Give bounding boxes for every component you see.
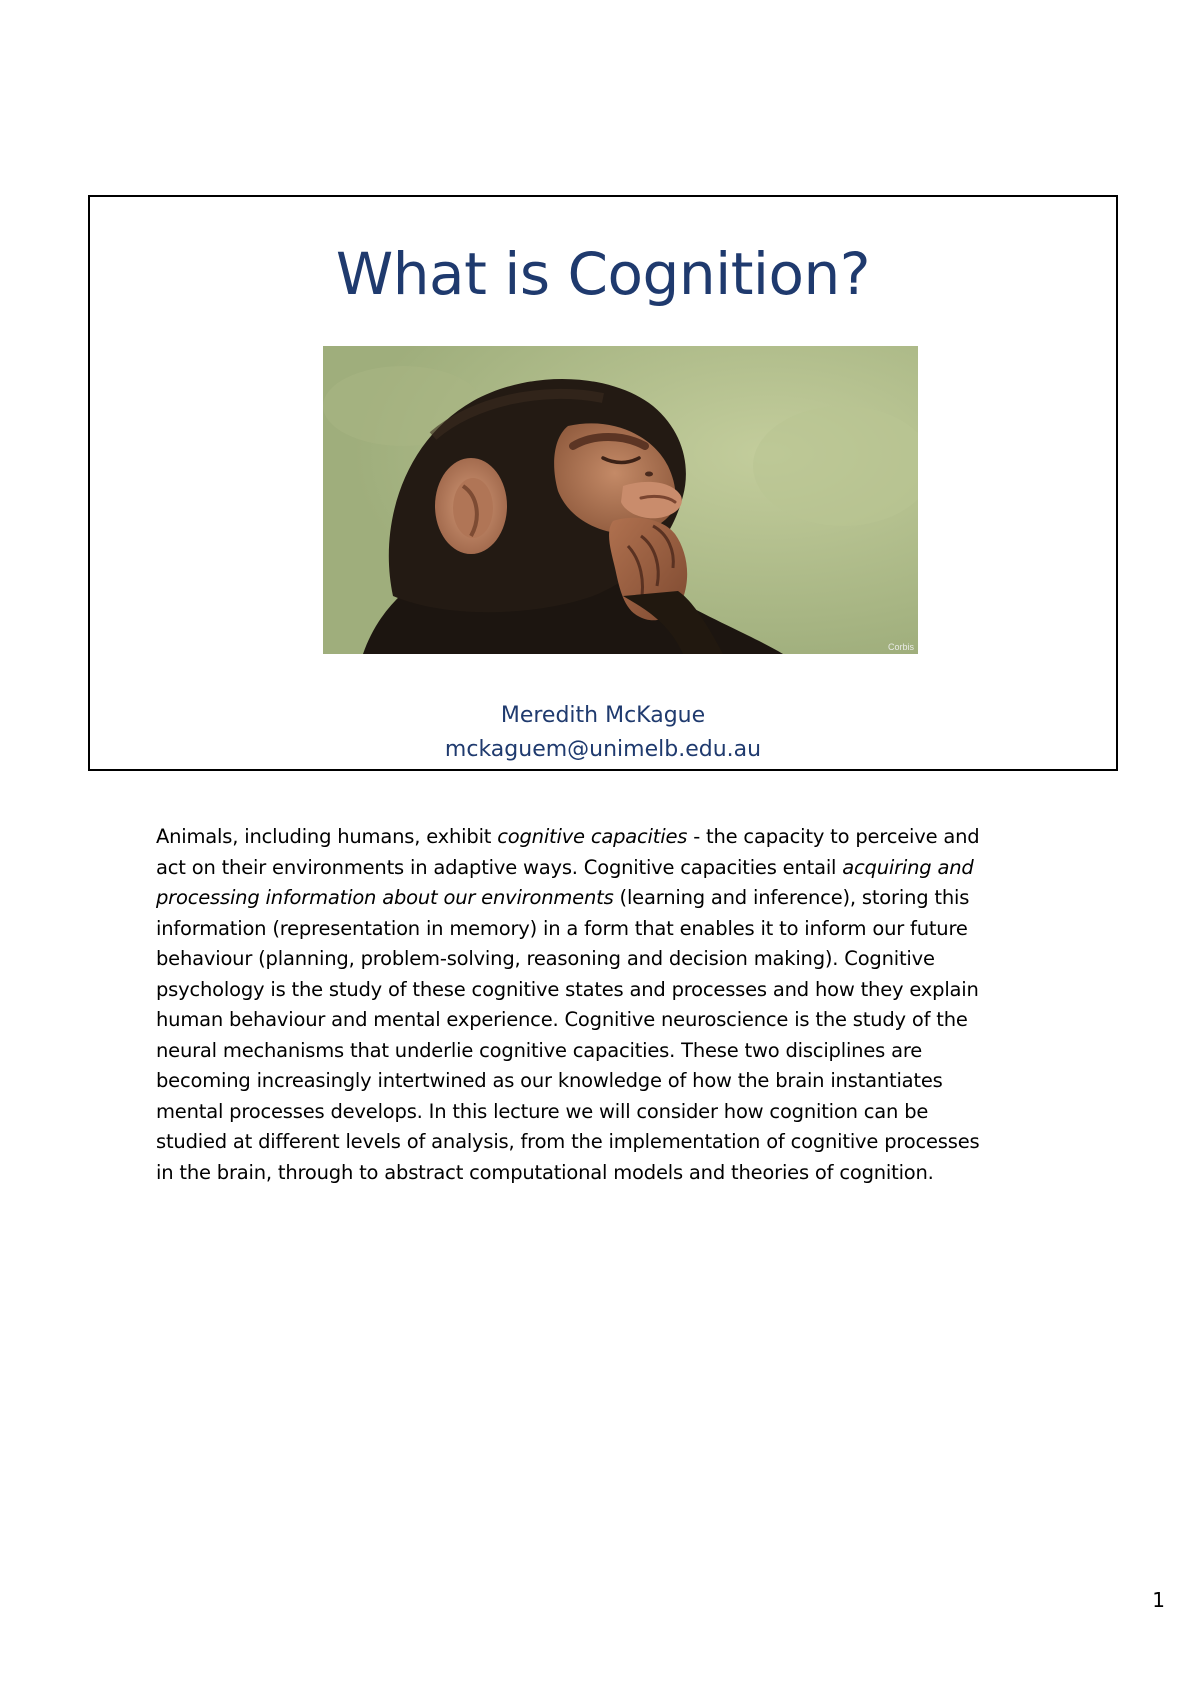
notes-line [156,853,1056,884]
notes-line [156,1005,1056,1036]
notes-italic-text: acquiring and [842,855,974,879]
notes-line [156,1127,1056,1158]
notes-line [156,1036,1056,1067]
notes-text: mental processes develops. In this lecture we will consider how cognition can be [156,1099,929,1123]
slide-author-email: mckaguem@unimelb.edu.au [444,737,762,762]
notes-text: behaviour (planning, problem-solving, reasoning and decision making). Cognitive [156,947,935,970]
notes-text: neural mechanisms that underlie cognitive capacities. These two disciplines are [156,1038,923,1062]
notes-text: in the brain, through to abstract computational models and theories of cognition. [156,1160,934,1184]
notes-text: studied at different levels of analysis, from the implementation of cognitive processes [156,1130,980,1153]
slide-title: What is Cognition? [335,240,871,308]
page-number: 1 [1152,1588,1165,1612]
notes-line [156,1158,1056,1189]
notes-line [156,1066,1056,1097]
slide-frame [88,195,1118,771]
notes-text: act on their environments in adaptive ways. Cognitive capacities entail [156,855,843,879]
notes-italic-text: cognitive capacities [497,825,688,848]
notes-italic-text: processing information about our environments [156,886,614,909]
notes-text: human behaviour and mental experience. Cognitive neuroscience is the study of the [156,1008,968,1031]
notes-text: - the capacity to perceive and [687,825,980,848]
lecture-notes-paragraph [156,822,1056,1188]
photo-credit: Corbis [887,642,914,652]
notes-text: (learning and inference), storing this [613,886,970,909]
chimpanzee-photo [323,346,918,654]
slide-author-name: Meredith McKague [500,703,706,728]
notes-line [156,883,1056,914]
notes-line [156,1097,1056,1128]
notes-text: psychology is the study of these cognitive states and processes and how they explain [156,977,979,1001]
notes-line [156,975,1056,1006]
chimpanzee-illustration [323,346,918,654]
notes-line [156,914,1056,945]
notes-text: information (representation in memory) in a form that enables it to inform our future [156,916,968,940]
notes-line [156,822,1056,853]
notes-text: Animals, including humans, exhibit [156,825,498,848]
notes-line [156,944,1056,975]
notes-text: becoming increasingly intertwined as our knowledge of how the brain instantiates [156,1069,943,1092]
